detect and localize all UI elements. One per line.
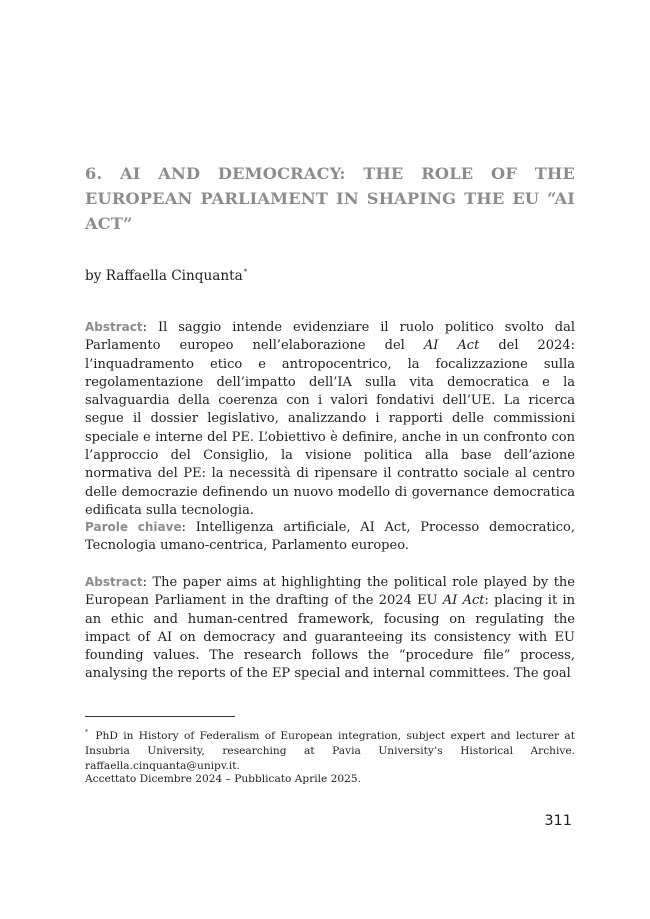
abstract-english-text-1: : The paper aims at highlighting the political role played by the European Parliament in the drafting of the 2024 EU bbox=[85, 575, 575, 609]
abstract-italian-text-1: : Il saggio intende evidenziare il ruolo politico svolto dal Parlamento europeo nell’elaborazione del bbox=[85, 320, 575, 354]
chapter-title: 6. AI AND DEMOCRACY: THE ROLE OF THE EUROPEAN PARLIAMENT IN SHAPING THE EU “AI ACT” bbox=[85, 164, 575, 233]
abstract-english-italic: AI Act bbox=[442, 593, 485, 609]
abstract-italian-label: Abstract bbox=[85, 320, 143, 334]
publication-info: Accettato Dicembre 2024 – Pubblicato Aprile 2025. bbox=[85, 773, 362, 785]
footnote-text: PhD in History of Federalism of European integration, subject expert and lecturer at Insubria University, researching at Pavia University’s Historical Archive. raffaella.cinquanta@unipv.it. bbox=[85, 730, 575, 772]
abstract-italian bbox=[85, 318, 575, 520]
abstract-italian-text-2: del 2024: l’inquadramento etico e antropocentrico, la focalizzazione sulla regolamentazione dell’impatto dell’IA sulla vita democratica e la salvaguardia della coerenza con i valori fondativi dell’UE. La ricerca segue il dossier legislativo, analizzando i rapporti delle commissioni speciale e interne del PE. L’obiettivo è definire, anche in un confronto con l’approccio del Consiglio, la visione politica alla base dell’azione normativa del PE: la necessità di ripensare il contratto sociale al centro delle democrazie definendo un nuovo modello di governance democratica edificata sulla tecnologia. bbox=[85, 338, 575, 518]
author-line bbox=[85, 262, 247, 286]
abstract-english bbox=[85, 573, 575, 684]
keywords-text: : Intelligenza artificiale, AI Act, Processo democratico, Tecnologia umano-centrica, Parlamento europeo. bbox=[85, 520, 575, 554]
footnote-divider bbox=[85, 716, 235, 717]
author-footnote-mark: * bbox=[243, 268, 248, 276]
footnote bbox=[85, 725, 575, 774]
keywords-italian bbox=[85, 518, 575, 556]
abstract-english-text-2: : placing it in an ethic and human-centred framework, focusing on regulating the impact of AI on democracy and guaranteeing its consistency with EU founding values. The research follows the “procedure file” process, analysing the reports of the EP special and internal committees. The goal bbox=[85, 593, 575, 682]
abstract-italian-italic: AI Act bbox=[423, 338, 480, 354]
footnote-mark: * bbox=[85, 729, 88, 736]
author-name: by Raffaella Cinquanta bbox=[85, 268, 243, 284]
keywords-label: Parole chiave bbox=[85, 520, 182, 534]
page-number: 311 bbox=[544, 813, 572, 829]
abstract-english-label: Abstract bbox=[85, 575, 143, 589]
